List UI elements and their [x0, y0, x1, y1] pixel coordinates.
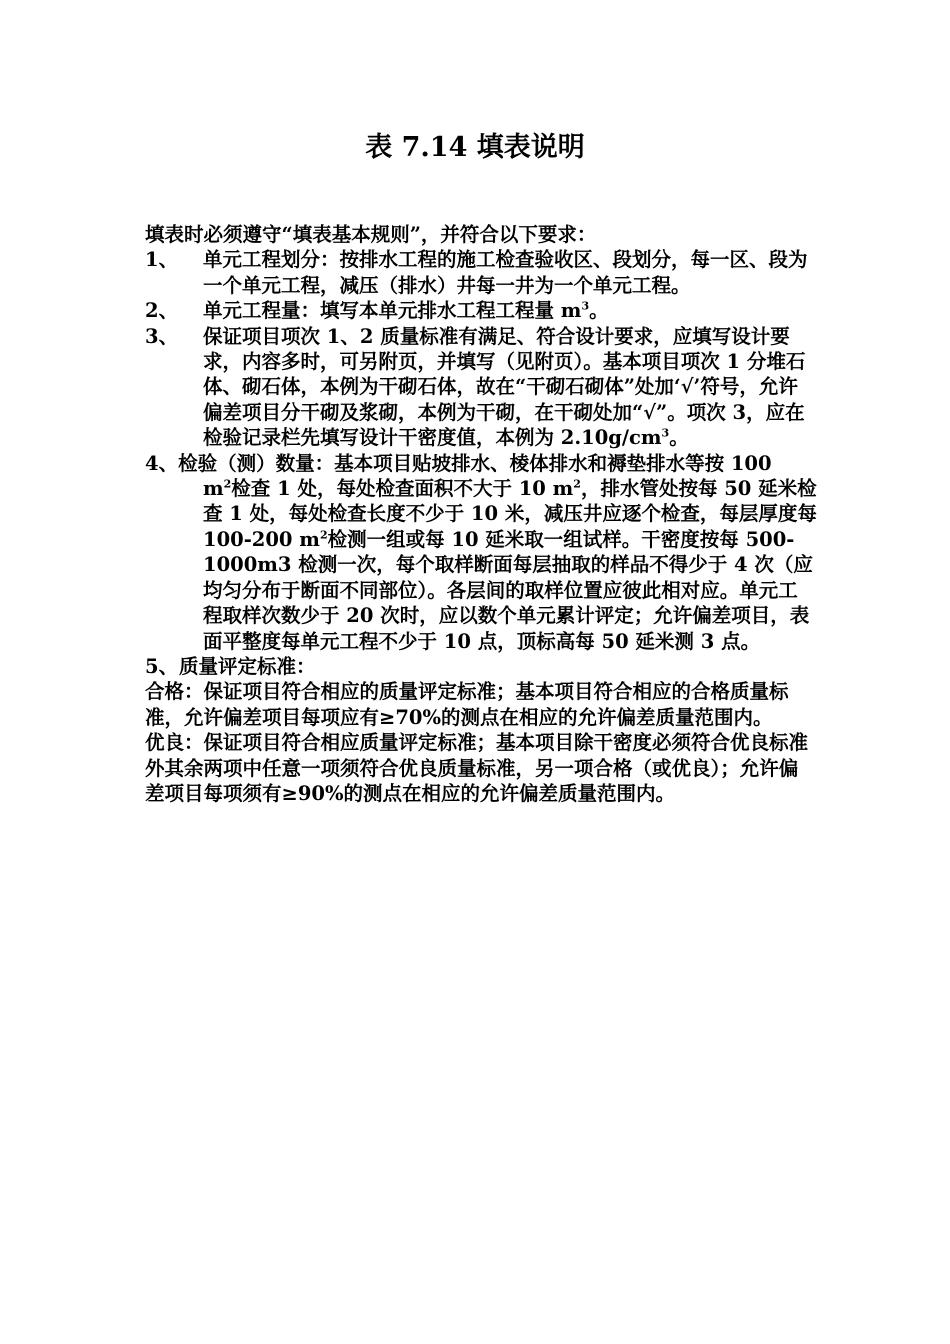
page-title: 表 7.14 填表说明 — [365, 132, 585, 163]
item-text-part: 检验（测）数量：基本项目贴坡排水、棱体排水和褥垫排水等按 100 — [178, 451, 772, 475]
item-text-part: 。 — [669, 426, 689, 450]
intro-paragraph: 填表时必须遵守“填表基本规则”，并符合以下要求： — [145, 223, 597, 246]
list-item-4 — [145, 451, 817, 654]
item-number: 5、 — [145, 654, 179, 678]
list-item-3 — [145, 324, 817, 451]
list-item-5 — [145, 654, 817, 679]
item-text-part: 保证项目项次 1、2 质量标准有满足、符合设计要求，应填写设计要求，内容多时，可另附页，并填写（见附页）。基本项目项次 1 分堆石体、砌石体，本例为干砌石体，故在“干砌石砌体”处加‘√’符号，允许偏差项目分干砌及浆砌，本例为干砌，在干砌处加“√”。项次 3，应在检验记录栏先填写设计干密度值，本例为 2.10g/cm — [203, 324, 806, 450]
item-number: 3、 — [145, 324, 179, 348]
list-item-1 — [145, 247, 817, 298]
item-text: 质量评定标准： — [179, 654, 316, 678]
excellent-paragraph: 优良：保证项目符合相应质量评定标准；基本项目除干密度必须符合优良标准外其余两项中任意一项须符合优良质量标准，另一项合格（或优良）；允许偏差项目每项须有≥90%的测点在相应的允许偏差质量范围内。 — [145, 731, 809, 805]
item-text — [203, 324, 817, 451]
item-text-part: 检查 1 处，每处检查面积不大于 10 m — [231, 477, 574, 501]
item-text — [203, 298, 817, 323]
superscript: 3 — [661, 426, 670, 440]
qualified-paragraph: 合格：保证项目符合相应的质量评定标准；基本项目符合相应的合格质量标准，允许偏差项目每项应有≥70%的测点在相应的允许偏差质量范围内。 — [145, 680, 789, 729]
instructions-body — [145, 222, 817, 806]
superscript: 2 — [573, 477, 581, 491]
superscript: 3 — [581, 299, 590, 313]
item-text-part: m — [203, 477, 224, 501]
item-text-part: 。 — [589, 299, 609, 323]
item-lead-line — [145, 451, 817, 476]
list-item-2 — [145, 298, 817, 323]
item-number: 2、 — [145, 299, 179, 323]
superscript: 2 — [223, 477, 232, 491]
item-text-part: 单元工程量：填写本单元排水工程工程量 m — [203, 299, 582, 323]
item-text-part: ，排水管处按每 50 延米检查 1 处，每处检查长度不少于 10 米，减压井应逐个检查，每层厚度每 100-200 m — [203, 477, 817, 551]
item-text: 单元工程划分：按排水工程的施工检查验收区、段划分，每一区、段为一个单元工程，减压（排水）井每一井为一个单元工程。 — [203, 248, 808, 297]
item-number: 1、 — [145, 248, 179, 272]
item-text — [145, 476, 817, 654]
item-number: 4、 — [145, 451, 179, 475]
item-text-part: 检测一组或每 10 延米取一组试样。干密度按每 500-1000m3 检测一次，每个取样断面每层抽取的样品不得少于 4 次（应均匀分布于断面不同部位）。各层间的取样位置应彼此相对应。单元工程取样次数少于 20 次时，应以数个单元累计评定；允许偏差项目，表面平整度每单元工程不少于 10 点，顶标高每 50 延米测 3 点。 — [203, 527, 813, 653]
superscript: 2 — [319, 528, 328, 542]
